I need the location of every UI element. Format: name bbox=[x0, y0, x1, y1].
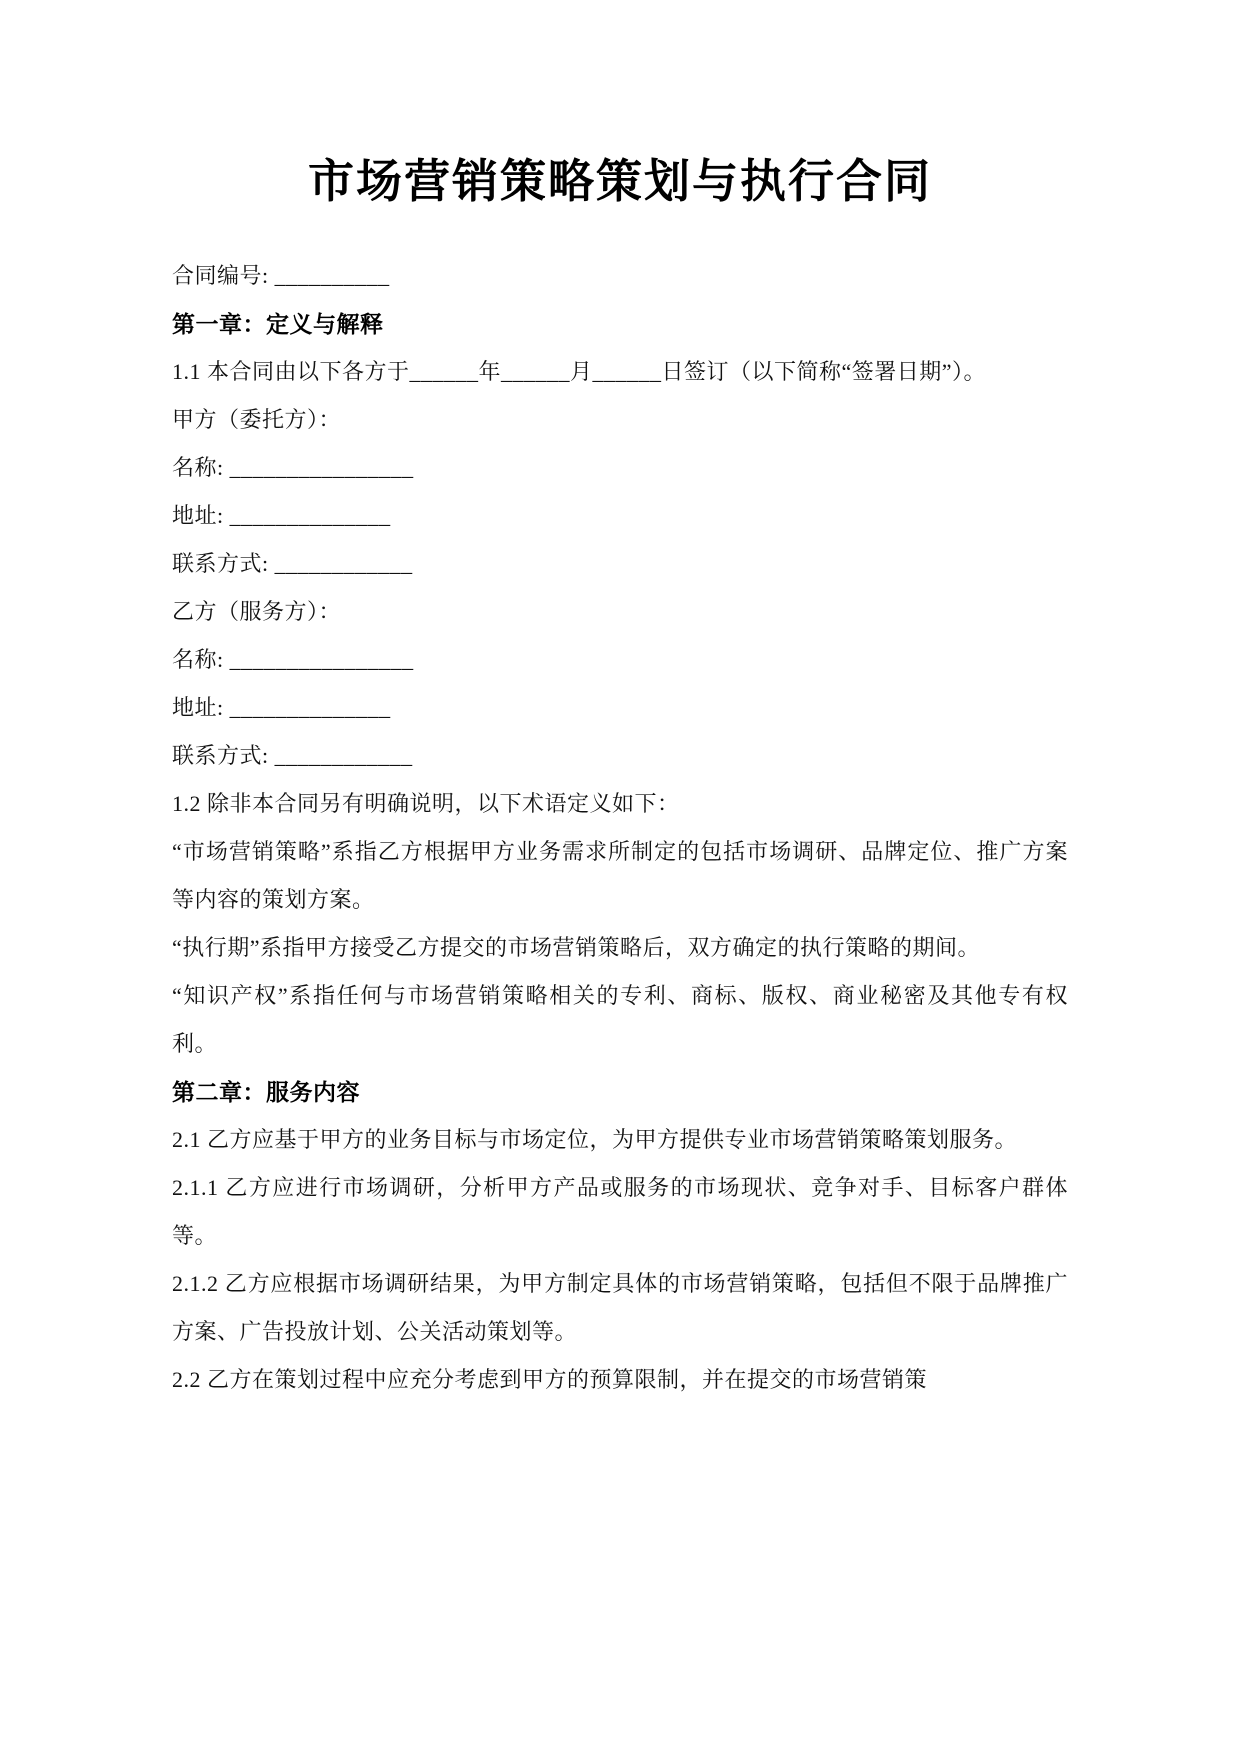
chapter-2-heading: 第二章：服务内容 bbox=[172, 1079, 360, 1105]
party-b-name-field: 名称: ________________ bbox=[172, 647, 414, 672]
clause-1-1: 1.1 本合同由以下各方于______年______月______日签订（以下简称“签署日期”）。 bbox=[172, 359, 987, 384]
definition-marketing-strategy: “市场营销策略”系指乙方根据甲方业务需求所制定的包括市场调研、品牌定位、推广方案等内容的策划方案。 bbox=[172, 839, 1068, 912]
chapter-1-heading: 第一章：定义与解释 bbox=[172, 311, 384, 337]
party-b-address-field: 地址: ______________ bbox=[172, 695, 391, 720]
clause-1-2: 1.2 除非本合同另有明确说明，以下术语定义如下： bbox=[172, 791, 680, 816]
party-a-name-field: 名称: ________________ bbox=[172, 455, 414, 480]
definition-execution-period: “执行期”系指甲方接受乙方提交的市场营销策略后，双方确定的执行策略的期间。 bbox=[172, 935, 981, 960]
clause-2-1-2: 2.1.2 乙方应根据市场调研结果，为甲方制定具体的市场营销策略，包括但不限于品牌推广方案、广告投放计划、公关活动策划等。 bbox=[172, 1271, 1068, 1344]
clause-2-1-1: 2.1.1 乙方应进行市场调研，分析甲方产品或服务的市场现状、竞争对手、目标客户群体等。 bbox=[172, 1175, 1068, 1248]
party-a-label: 甲方（委托方）： bbox=[172, 407, 342, 432]
party-a-contact-field: 联系方式: ____________ bbox=[172, 551, 413, 576]
clause-2-2-truncated: 2.2 乙方在策划过程中应充分考虑到甲方的预算限制，并在提交的市场营销策 bbox=[172, 1367, 928, 1392]
clause-2-1: 2.1 乙方应基于甲方的业务目标与市场定位，为甲方提供专业市场营销策略策划服务。 bbox=[172, 1127, 1018, 1152]
party-b-label: 乙方（服务方）： bbox=[172, 599, 342, 624]
doc-title: 市场营销策略策划与执行合同 bbox=[308, 156, 932, 207]
party-b-contact-field: 联系方式: ____________ bbox=[172, 743, 413, 768]
party-a-address-field: 地址: ______________ bbox=[172, 503, 391, 528]
definition-intellectual-property: “知识产权”系指任何与市场营销策略相关的专利、商标、版权、商业秘密及其他专有权利。 bbox=[172, 983, 1068, 1056]
contract-number-line: 合同编号: __________ bbox=[172, 263, 390, 288]
